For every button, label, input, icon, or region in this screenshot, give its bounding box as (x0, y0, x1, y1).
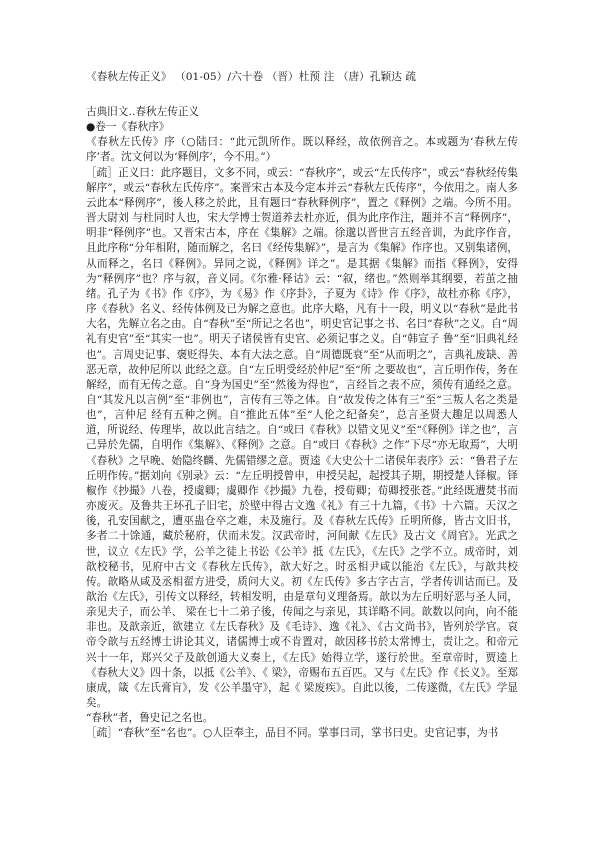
final-commentary: ［疏］“春秋”至“名也”。○人臣奉主，品目不同。掌事曰司，掌书曰史。史官记事，为书 (86, 727, 499, 740)
volume-heading: ●卷一《春秋序》 (86, 121, 170, 134)
subheading: “春秋”者，鲁史记之名也。 (86, 712, 214, 725)
document-body (86, 105, 518, 742)
commentary-paragraph: ［疏］正义曰：此序题目，文多不同，或云：“春秋序”，或云“左氏传序”，或云“春秋经传集解序”，或云“春秋左氏传序”。案晋宋古本及今定本并云“春秋左氏传序”，今依用之。南人多云此本“释例序”，後人移之於此，且有题曰“春秋释例序”，置之《释例》之端。今所不用。晋大尉刘 与杜同时人也，宋大学博士贺道养去杜亦近，俱为此序作注，题并不言“释例序”，明非“释例序”也。又晋宋古本，序在《集解》之端。徐邈以晋世言五经音训，为此序作音，且此序称“分年相附，随而解之，名曰《经传集解》”，是言为《集解》作序也。又别集诸例，从而释之，名曰《释例》。异同之说，《释例》详之”。是其据《集解》而指《释例》，安得为“释例序”也？序与叙，音义同。《尔雅·释诂》云：“叙，绪也。”然则举其纲要，若茧之抽绪。孔子为《书》作《序》，为《易》作《序卦》，子夏为《诗》作《序》，故杜亦称《序》，序《春秋》名义、经传体例及已为解之意也。此序大略，凡有十一段，明义以“春秋”是此书大名，先解立名之由。自“春秋”至“所记之名也”，明史官记事之书、名曰“春秋”之义。自“周礼有史官”至“其实一也”。明天子诸侯皆有史官、必须记事之义。自“韩宣子 鲁”至“旧典礼经也”。言周史记事、褒贬得失、本有大法之意。自“周德既衰”至“从而明之”，言典礼废缺、善恶无章，故仲尼所以 此经之意。自“左丘明受经於仲尼”至“所 之要故也”，言丘明作传，务在解经，而有无传之意。自“身为国史”至“然後为得也”，言经旨之表不应，须传有通经之意。自“其发凡以言例”至“非例也”，言传有三等之体。自“故发传之体有三”至“三叛人名之类是也”，言仲尼 经有五种之例。自“推此五体”至“人伦之纪备矣”，总言圣贤大趣足以周悉人道，所说经、传理毕，故以此言结之。自“或曰《春秋》以错文见义”至“《释例》详之也”，言己异於先儒，自明作《集解》、《释例》之意。自“或曰《春秋》之作”下尽“亦无取焉”，大明《春秋》之早晚、始隐终麟、先儒错缪之意。贾逵《大史公十二诸侯年表序》云：“鲁君子左丘明作传。”据刘向《别录》云：“左丘明授曾申，申授吴起，起授其子期，期授楚人铎椒。铎椒作《抄撮》八卷，授虞卿；虞卿作《抄撮》九卷，授荀卿；荀卿授张苍。”此经既遭焚书而亦废灭。及鲁共王坏孔子旧宅，於壁中得古文逸《礼》有三十九篇，《书》十六篇。天汉之後，孔安国献之，遭巫蛊仓卒之难，未及施行。及《春秋左氏传》丘明所修，皆古文旧书，多者二十馀通，藏於秘府，伏而未发。汉武帝时，河间献《左氏》及古文《周官》。光武之世，议立《左氏》学，公羊之徒上书讼《公羊》抵《左氏》，《左氏》之学不立。成帝时，刘歆校秘书，见府中古文《春秋左氏传》，歆大好之。时丞相尹咸以能治《左氏》，与歆共校传。歆略从咸及丞相翟方进受，质问大义。初《左氏传》多古字古言，学者传训诂而已。及歆治《左氏》，引传文以释经，转相发明，由是章句义理备焉。歆以为左丘明好恶与圣人同，亲见夫子，而公羊、 梁在七十二弟子後，传闻之与亲见，其详略不同。歆数以问向，向不能非也。及歆亲近，欲建立《左氏春秋》及《毛诗》、逸《礼》、《古文尚书》，皆列於学官。哀帝令歆与五经博士讲论其义，诸儒博士或不肯置对，歆因移书於太常博士，责让之。和帝元兴十一年，郑兴父子及歆创通大义奏上，《左氏》始得立学，遂行於世。至章帝时，贾逵上《春秋大义》四十条，以抵《公羊》、《 梁》，帝赐布五百匹。又与《左氏》作《长义》。至郑康成，箴《左氏膏肓》，发《公羊墨守》，起《 梁废疾》。自此以後，二传遂微，《左氏》学显矣。 (86, 166, 518, 710)
preface-note: 《春秋左氏传》序（○陆曰：“此元凯所作。既以释经，故依例音之。本或题为‘春秋左传序’者。沈文何以为‘释例序’，今不用。”） (86, 136, 518, 164)
breadcrumb: 古典旧文‥春秋左传正义 (86, 106, 200, 118)
document-title-line: 《春秋左传正义》 （01-05）/六十卷 （晋）杜预 注 （唐）孔颖达 疏 (86, 71, 417, 83)
